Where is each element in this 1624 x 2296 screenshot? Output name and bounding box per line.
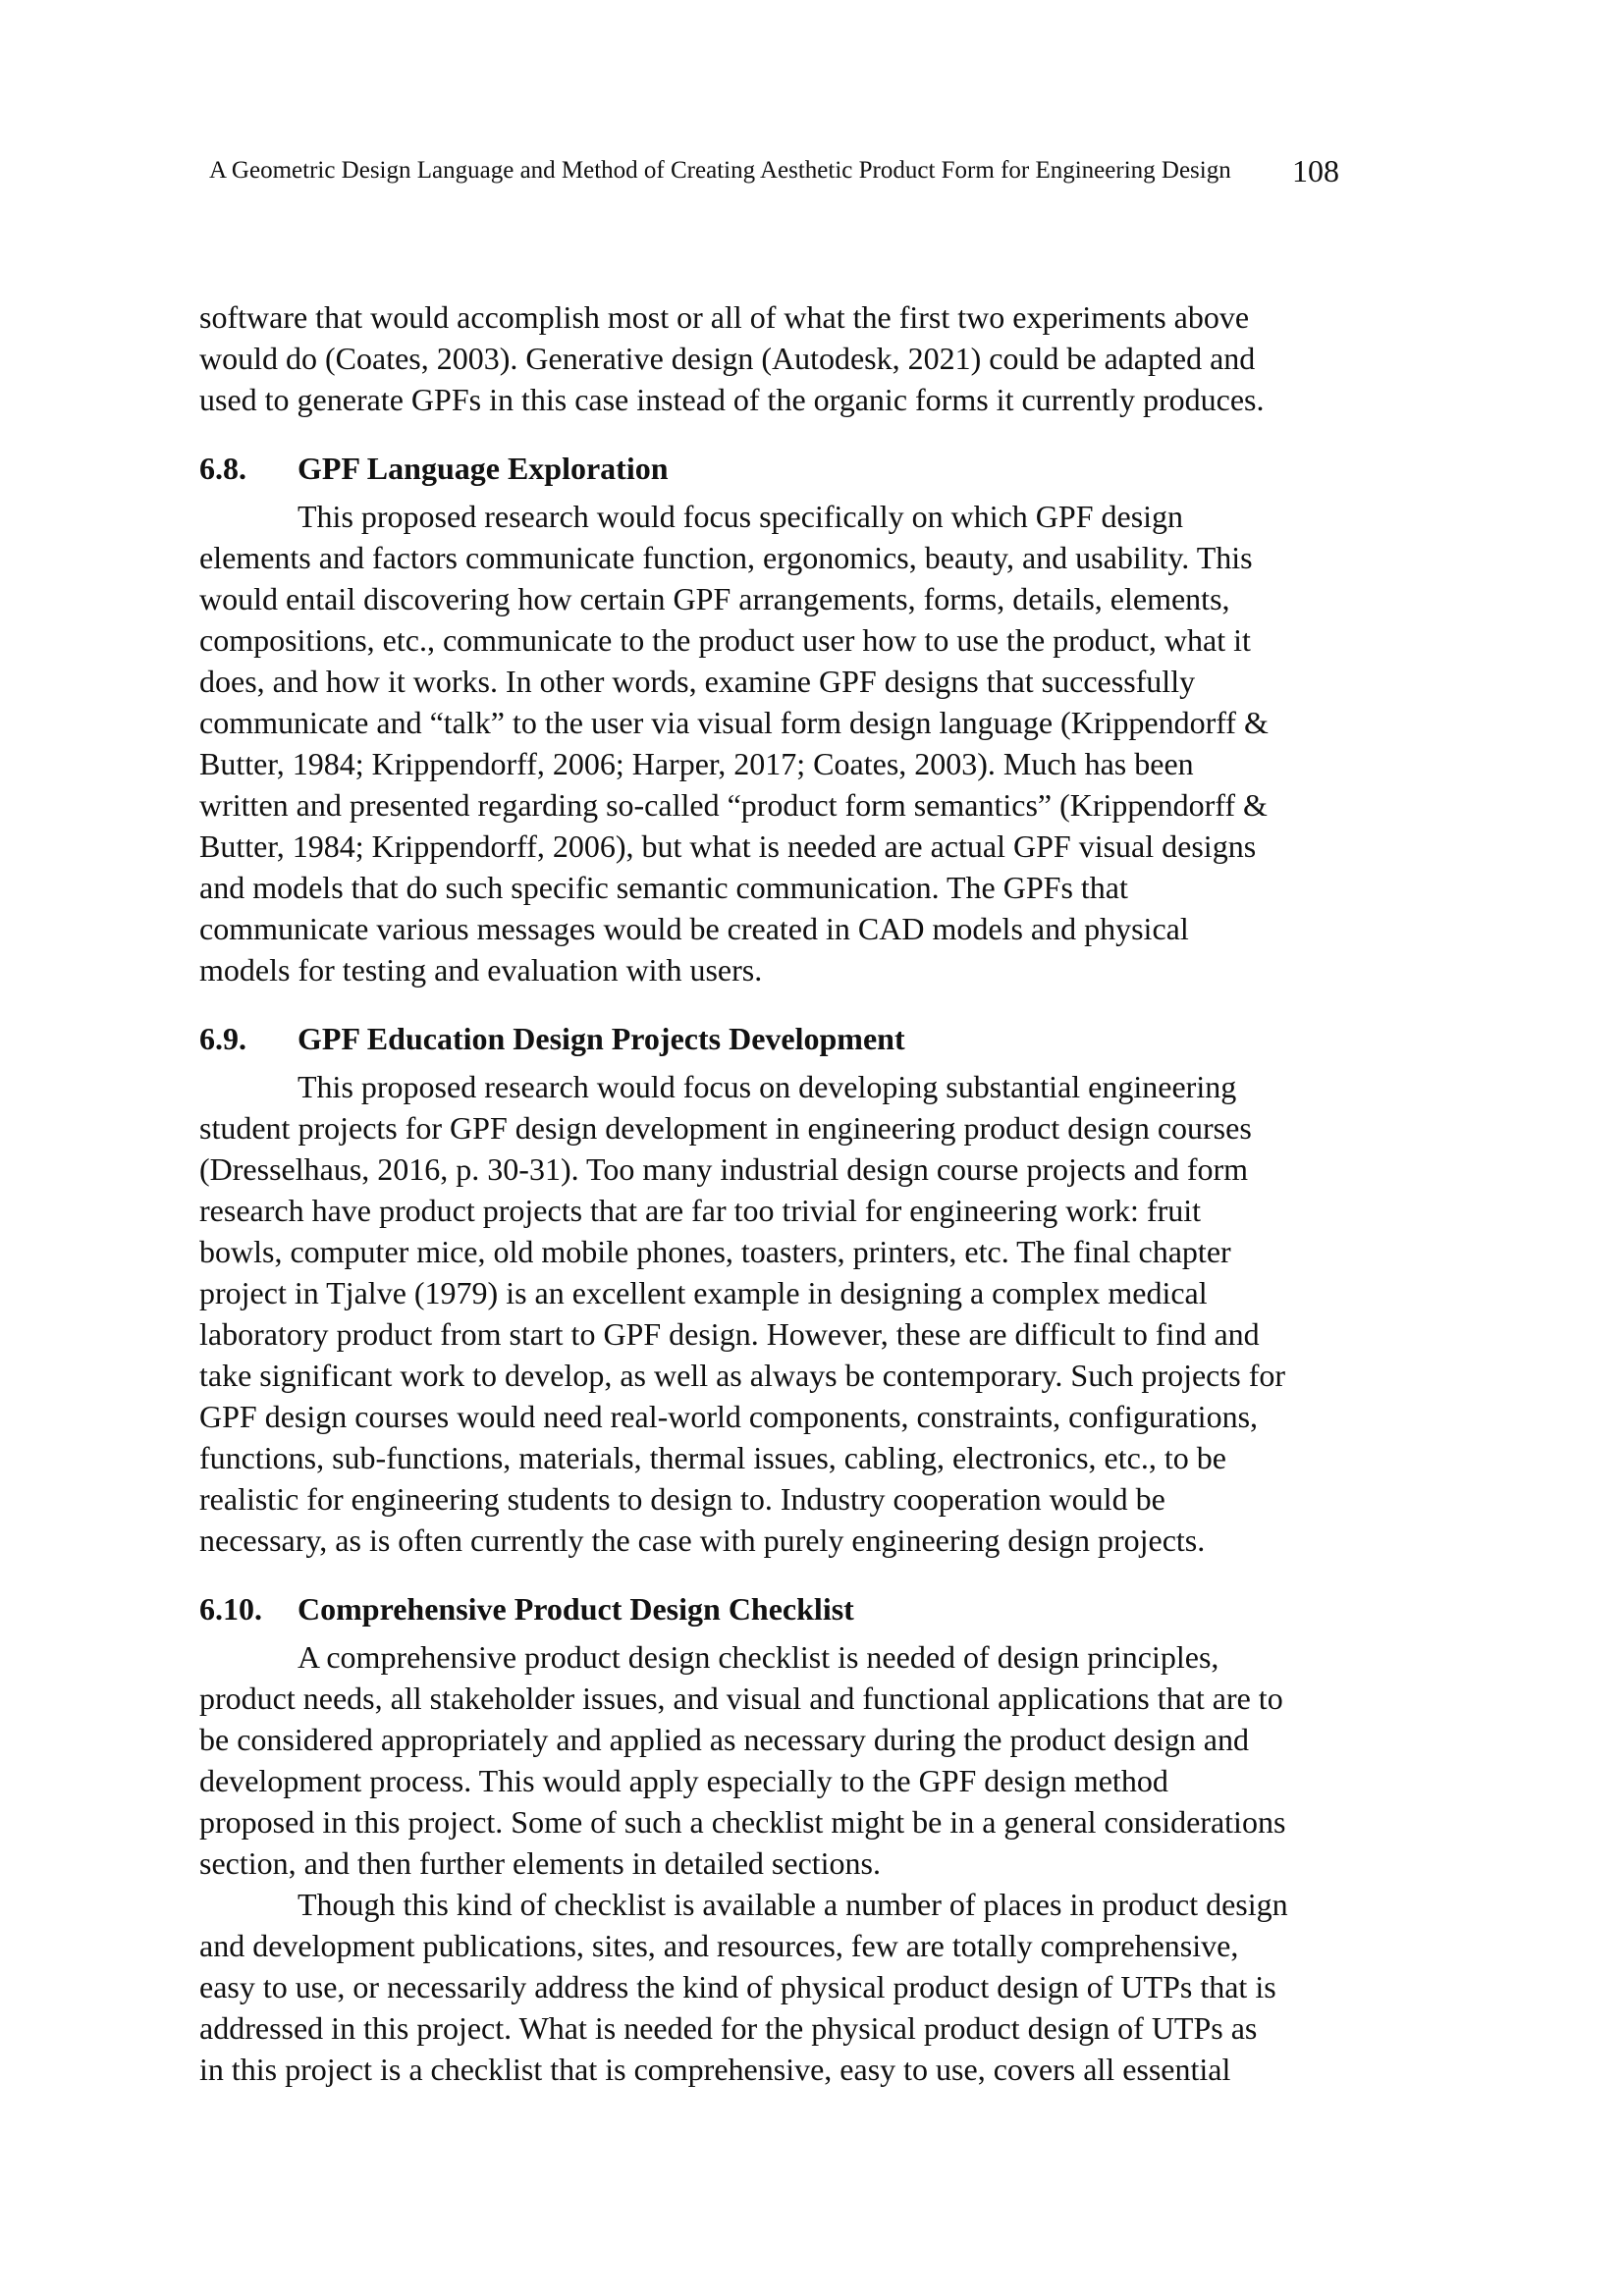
text-line: communicate and “talk” to the user via visual form design language (Krippendorff & xyxy=(199,705,1269,740)
paragraph xyxy=(199,1884,1358,2090)
text-line: necessary, as is often currently the case with purely engineering design projects. xyxy=(199,1522,1206,1558)
text-line: Butter, 1984; Krippendorff, 2006), but what is needed are actual GPF visual designs xyxy=(199,828,1257,864)
section-title: Comprehensive Product Design Checklist xyxy=(298,1591,854,1627)
text-line: This proposed research would focus on developing substantial engineering xyxy=(298,1069,1237,1104)
section-number: 6.10. xyxy=(199,1591,262,1627)
text-line: project in Tjalve (1979) is an excellent example in designing a complex medical xyxy=(199,1275,1208,1310)
text-line: does, and how it works. In other words, examine GPF designs that successfully xyxy=(199,664,1196,699)
section-number: 6.8. xyxy=(199,451,246,486)
text-line: student projects for GPF design development in engineering product design courses xyxy=(199,1110,1252,1146)
text-line: easy to use, or necessarily address the kind of physical product design of UTPs that is xyxy=(199,1969,1276,2004)
text-line: and models that do such specific semantic communication. The GPFs that xyxy=(199,870,1128,905)
text-line: This proposed research would focus specifically on which GPF design xyxy=(298,499,1184,534)
section-6-9 xyxy=(199,1018,1358,1561)
text-line: development process. This would apply especially to the GPF design method xyxy=(199,1763,1168,1798)
text-line: GPF design courses would need real-world components, constraints, configurations, xyxy=(199,1399,1259,1434)
section-heading xyxy=(199,448,1358,489)
text-line: realistic for engineering students to design to. Industry cooperation would be xyxy=(199,1481,1165,1517)
text-line: research have product projects that are far too trivial for engineering work: fruit xyxy=(199,1193,1202,1228)
text-line: Butter, 1984; Krippendorff, 2006; Harper, 2017; Coates, 2003). Much has been xyxy=(199,746,1194,781)
running-header: A Geometric Design Language and Method of Creating Aesthetic Product Form for Engineering Design xyxy=(209,157,1231,184)
text-line: models for testing and evaluation with users. xyxy=(199,952,763,988)
text-line: proposed in this project. Some of such a checklist might be in a general considerations xyxy=(199,1804,1286,1840)
paragraph xyxy=(199,1066,1358,1561)
paragraph xyxy=(199,1636,1358,1884)
text-line: A comprehensive product design checklist is needed of design principles, xyxy=(298,1639,1219,1675)
section-6-10 xyxy=(199,1588,1358,2090)
text-line: product needs, all stakeholder issues, and visual and functional applications that are to xyxy=(199,1681,1283,1716)
text-line: be considered appropriately and applied as necessary during the product design and xyxy=(199,1722,1249,1757)
text-line: elements and factors communicate function, ergonomics, beauty, and usability. This xyxy=(199,540,1253,575)
text-line: take significant work to develop, as well as always be contemporary. Such projects for xyxy=(199,1358,1286,1393)
text-line: in this project is a checklist that is comprehensive, easy to use, covers all essential xyxy=(199,2052,1231,2087)
section-heading xyxy=(199,1018,1358,1059)
section-number: 6.9. xyxy=(199,1021,246,1056)
text-line: bowls, computer mice, old mobile phones, toasters, printers, etc. The final chapter xyxy=(199,1234,1231,1269)
text-line: communicate various messages would be created in CAD models and physical xyxy=(199,911,1189,946)
text-line: Though this kind of checklist is available a number of places in product design xyxy=(298,1887,1288,1922)
section-6-8 xyxy=(199,448,1358,990)
intro-paragraph xyxy=(199,296,1358,420)
text-line: would entail discovering how certain GPF arrangements, forms, details, elements, xyxy=(199,581,1230,616)
text-line: compositions, etc., communicate to the product user how to use the product, what it xyxy=(199,622,1251,658)
section-heading xyxy=(199,1588,1358,1629)
section-title: GPF Education Design Projects Development xyxy=(298,1021,905,1056)
text-line: software that would accomplish most or all of what the first two experiments above xyxy=(199,299,1250,335)
text-line: would do (Coates, 2003). Generative design (Autodesk, 2021) could be adapted and xyxy=(199,341,1256,376)
text-line: section, and then further elements in detailed sections. xyxy=(199,1845,881,1881)
section-title: GPF Language Exploration xyxy=(298,451,669,486)
text-line: addressed in this project. What is needed for the physical product design of UTPs as xyxy=(199,2010,1258,2046)
text-line: laboratory product from start to GPF design. However, these are difficult to find and xyxy=(199,1316,1260,1352)
paragraph xyxy=(199,496,1358,990)
text-line: and development publications, sites, and resources, few are totally comprehensive, xyxy=(199,1928,1239,1963)
text-line: written and presented regarding so-called “product form semantics” (Krippendorff & xyxy=(199,787,1268,823)
text-line: used to generate GPFs in this case instead of the organic forms it currently produces. xyxy=(199,382,1265,417)
text-line: (Dresselhaus, 2016, p. 30-31). Too many industrial design course projects and form xyxy=(199,1151,1249,1187)
page-number: 108 xyxy=(1292,153,1339,188)
page-body xyxy=(199,296,1358,2090)
text-line: functions, sub-functions, materials, thermal issues, cabling, electronics, etc., to be xyxy=(199,1440,1226,1475)
